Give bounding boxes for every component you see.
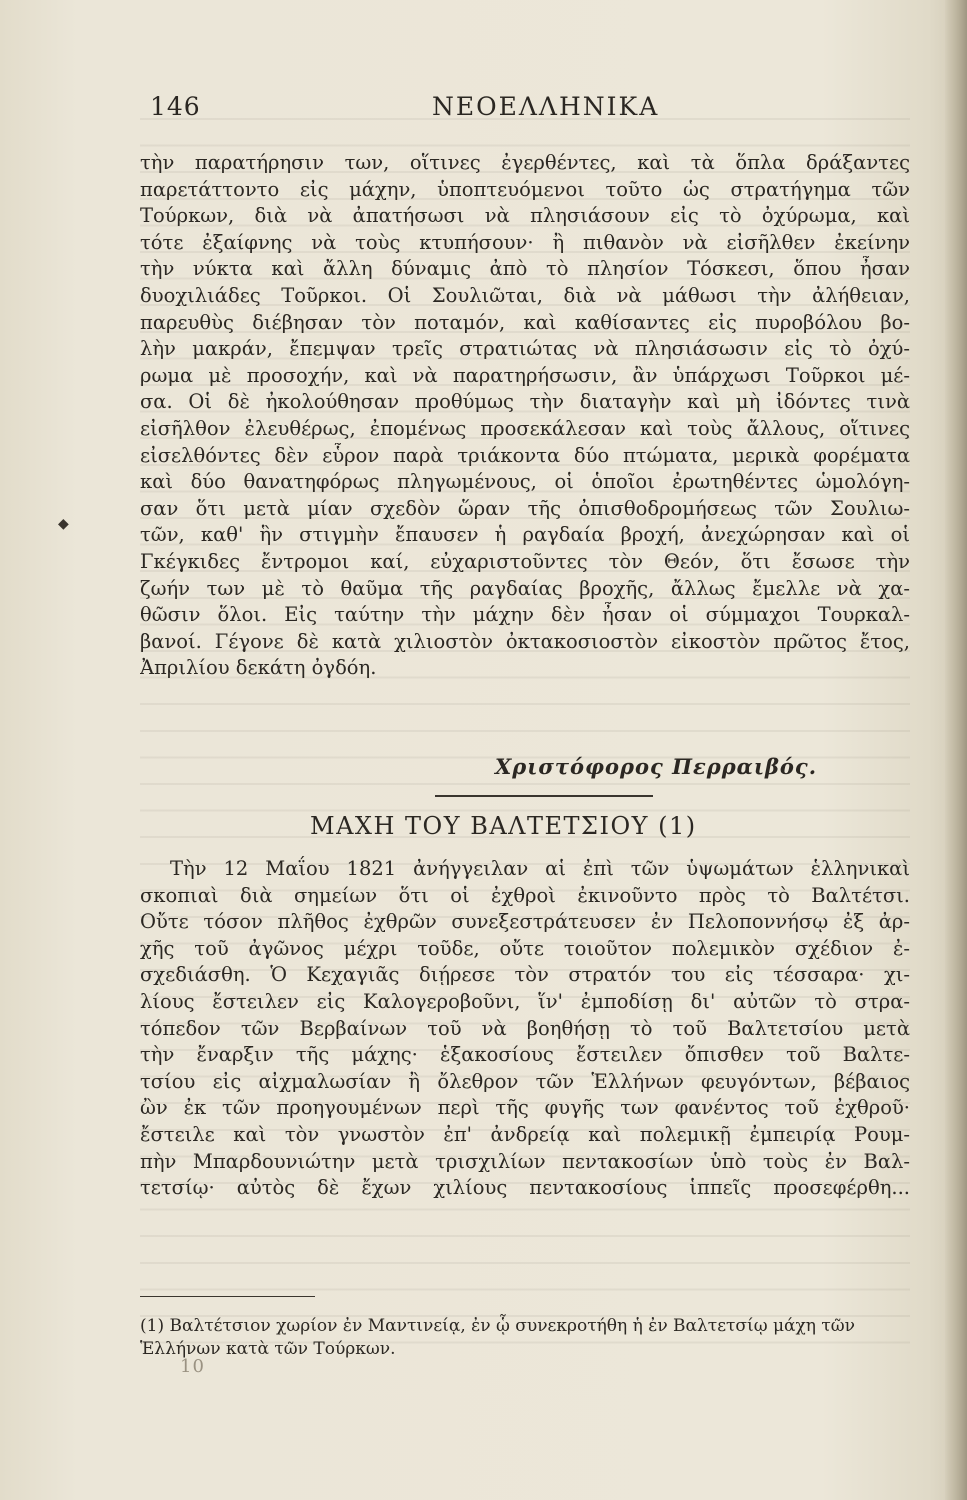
- text-line: ἔστειλε καὶ τὸν γνωστὸν ἐπ' ἀνδρείᾳ καὶ πολεμικῇ ἐμπειρίᾳ Ρουμ-: [140, 1122, 910, 1146]
- text-line: τὴν ἔναρξιν τῆς μάχης· ἑξακοσίους ἔστειλεν ὄπισθεν τοῦ Βαλτε-: [140, 1043, 910, 1067]
- text-line: σκοπιαὶ διὰ σημείων ὅτι οἱ ἐχθροὶ ἐκινοῦντο πρὸς τὸ Βαλτέτσι.: [140, 883, 910, 907]
- section-divider: [435, 795, 653, 797]
- footnote: (1) Βαλτέτσιον χωρίον ἐν Μαντινείᾳ, ἐν ᾧ συνεκροτήθη ἡ ἐν Βαλτετσίῳ μάχη τῶν Ἑλλήνων κατὰ τῶν Τούρκων.: [140, 1316, 855, 1359]
- text-line: σαν ὅτι μετὰ μίαν σχεδὸν ὥραν τῆς ὀπισθοδρομήσεως τῶν Σουλιω-: [140, 496, 910, 520]
- text-line: βανοί. Γέγονε δὲ κατὰ χιλιοστὸν ὀκτακοσιοστὸν εἰκοστὸν πρῶτος ἔτος,: [140, 629, 910, 653]
- text-line: δυοχιλιάδες Τοῦρκοι. Οἱ Σουλιῶται, διὰ νὰ μάθωσι τὴν ἀλήθειαν,: [140, 283, 910, 307]
- text-line: λίους ἔστειλεν εἰς Καλογεροβοῦνι, ἵν' ἐμποδίσῃ δι' αὐτῶν τὸ στρα-: [140, 989, 910, 1013]
- text-line: σα. Οἱ δὲ ἠκολούθησαν προθύμως τὴν διαταγὴν καὶ μὴ ἰδόντες τινὰ: [140, 390, 910, 414]
- text-line: ὢν ἐκ τῶν προηγουμένων περὶ τῆς φυγῆς των φανέντος τοῦ ἐχθροῦ·: [140, 1096, 910, 1120]
- section-body-text: [140, 856, 910, 1202]
- author-signature: Χριστόφορος Περραιβός.: [495, 754, 818, 779]
- body-text: [140, 150, 910, 682]
- text-line: παρευθὺς διέβησαν τὸν ποταμόν, καὶ καθίσαντες εἰς πυροβόλου βο-: [140, 310, 910, 334]
- page-header: [150, 92, 850, 132]
- text-line: τότε ἐξαίφνης νὰ τοὺς κτυπήσουν· ἢ πιθανὸν νὰ εἰσῆλθεν ἐκείνην: [140, 230, 910, 254]
- printer-signature-mark: 10: [180, 1356, 205, 1377]
- margin-dot-icon: ◆: [58, 516, 69, 532]
- section-title: ΜΑΧΗ ΤΟΥ ΒΑΛΤΕΤΣΙΟΥ (1): [310, 812, 697, 840]
- text-line: ρωμα μὲ προσοχήν, καὶ νὰ παρατηρήσωσιν, ἂν ὑπάρχωσι Τοῦρκοι μέ-: [140, 363, 910, 387]
- text-line: τὴν παρατήρησιν των, οἵτινες ἐγερθέντες, καὶ τὰ ὅπλα δράξαντες: [140, 151, 910, 174]
- text-line: Ἀπριλίου δεκάτη ὀγδόη.: [140, 656, 377, 680]
- text-line: καὶ δύο θανατηφόρως πληγωμένους, οἱ ὁποῖοι ἐρωτηθέντες ὡμολόγη-: [140, 470, 910, 494]
- text-line: τόπεδον τῶν Βερβαίνων τοῦ νὰ βοηθήσῃ τὸ τοῦ Βαλτετσίου μετὰ: [140, 1016, 910, 1040]
- text-line: παρετάττοντο εἰς μάχην, ὑποπτευόμενοι τοῦτο ὡς στρατήγημα τῶν: [140, 177, 910, 201]
- book-spine-edge: [945, 0, 967, 1500]
- text-line: Τούρκων, διὰ νὰ ἀπατήσωσι νὰ πλησιάσουν εἰς τὸ ὀχύρωμα, καὶ: [140, 204, 910, 228]
- text-line: Γκέγκιδες ἔντρομοι καί, εὐχαριστοῦντες τὸν Θεόν, ὅτι ἔσωσε τὴν: [140, 549, 910, 573]
- text-line: θῶσιν ὅλοι. Εἰς ταύτην τὴν μάχην δὲν ἦσαν οἱ σύμμαχοι Τουρκαλ-: [140, 603, 910, 627]
- page-number: 146: [150, 92, 201, 121]
- text-line: ζωήν των μὲ τὸ θαῦμα τῆς ραγδαίας βροχῆς, ἄλλως ἔμελλε νὰ χα-: [140, 576, 910, 600]
- footnote-divider: [140, 1296, 315, 1297]
- text-line: τετσίῳ· αὐτὸς δὲ ἔχων χιλίους πεντακοσίους ἱππεῖς προσεφέρθη...: [140, 1176, 910, 1200]
- text-line: χῆς τοῦ ἀγῶνος μέχρι τοῦδε, οὔτε τοιοῦτον πολεμικὸν σχέδιον ἐ-: [140, 936, 910, 960]
- text-line: Οὔτε τόσον πλῆθος ἐχθρῶν συνεξεστράτευσεν ἐν Πελοποννήσῳ ἐξ ἀρ-: [140, 910, 910, 934]
- text-line: Τὴν 12 Μαΐου 1821 ἀνήγγειλαν αἱ ἐπὶ τῶν ὑψωμάτων ἑλληνικαὶ: [170, 857, 910, 880]
- text-line: τὴν νύκτα καὶ ἄλλη δύναμις ἀπὸ τὸ πλησίον Τόσκεσι, ὅπου ἦσαν: [140, 257, 910, 281]
- text-line: εἰσελθόντες δὲν εὗρον παρὰ τριάκοντα δύο πτώματα, μερικὰ φορέματα: [140, 443, 910, 467]
- text-line: τῶν, καθ' ἣν στιγμὴν ἔπαυσεν ἡ ραγδαία βροχή, ἀνεχώρησαν καὶ οἱ: [140, 523, 910, 547]
- text-line: σχεδιάσθη. Ὁ Κεχαγιᾶς διῄρεσε τὸν στρατόν του εἰς τέσσαρα· χι-: [140, 963, 910, 987]
- text-line: λὴν μακράν, ἔπεμψαν τρεῖς στρατιώτας νὰ πλησιάσωσιν εἰς τὸ ὀχύ-: [140, 337, 910, 361]
- text-line: πὴν Μπαρδουνιώτην μετὰ τρισχιλίων πεντακοσίων ὑπὸ τοὺς ἐν Βαλ-: [140, 1149, 910, 1173]
- running-title: ΝΕΟΕΛΛΗΝΙΚΑ: [432, 92, 660, 121]
- text-line: εἰσῆλθον ἐλευθέρως, ἐπομένως προσεκάλεσαν καὶ τοὺς ἄλλους, οἵτινες: [140, 416, 910, 440]
- text-line: τσίου εἰς αἰχμαλωσίαν ἢ ὄλεθρον τῶν Ἑλλήνων φευγόντων, βέβαιος: [140, 1069, 910, 1093]
